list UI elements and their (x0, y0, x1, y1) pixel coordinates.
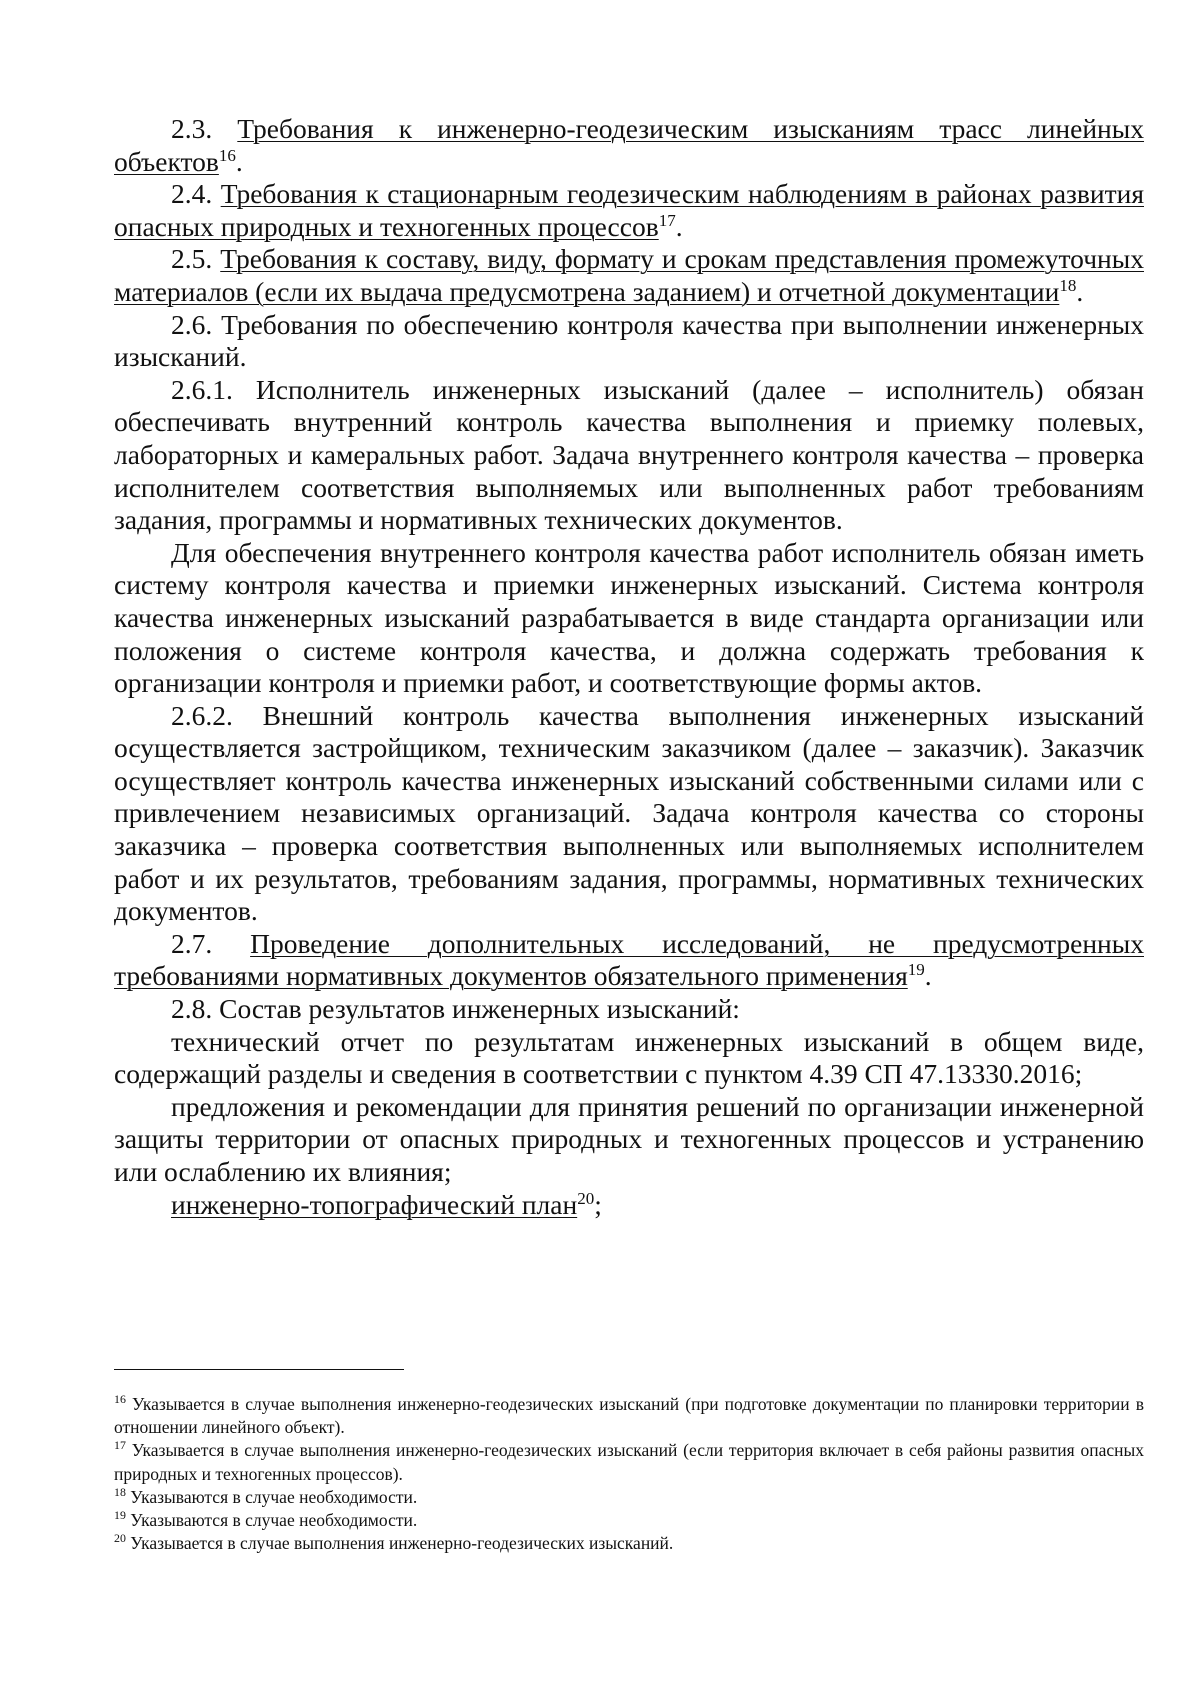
footnote-text: Указывается в случае выполнения инженерно-геодезических изысканий (при подготовке документации по планировки территории в отношении линейного объект). (114, 1394, 1145, 1438)
footnote-16 (114, 1393, 1144, 1439)
footnote-mark: 17 (114, 1438, 126, 1453)
footnote-text: Указывается в случае выполнения инженерно-геодезических изысканий (если территория включает в себя районы развития опасных природных и техногенных процессов). (114, 1440, 1144, 1484)
footnote-ref[interactable]: 20 (577, 1188, 595, 1208)
paragraph-number: 2.3. (171, 113, 213, 144)
list-item-proposals (114, 1091, 1144, 1189)
paragraph-2-4 (114, 178, 1144, 243)
footnote-text: Указываются в случае необходимости. (130, 1510, 418, 1531)
footnote-mark: 20 (114, 1531, 126, 1546)
footnote-ref[interactable]: 18 (1059, 275, 1077, 295)
footnote-ref[interactable]: 16 (218, 145, 236, 165)
paragraph-text: Для обеспечения внутреннего контроля качества работ исполнитель обязан иметь систему контроля качества и приемки инженерных изысканий. Система контроля качества инженерных изысканий разрабатывается в виде стандарта организации или положения о системе контроля качества, и должна содержать требования к организации контроля и приемки работ, и соответствующие формы актов. (114, 536, 1144, 699)
footnote-17 (114, 1439, 1144, 1485)
paragraph-2-6-1 (114, 374, 1144, 537)
paragraph-text: Исполнитель инженерных изысканий (далее – исполнитель) обязан обеспечивать внутренний контроль качества выполнения и приемку полевых, лабораторных и камеральных работ. Задача внутреннего контроля качества – проверка исполнителем соответствия выполняемых или выполненных работ требованиям задания, программы и нормативных технических документов. (114, 373, 1145, 536)
footnote-19 (114, 1509, 1144, 1532)
paragraph-text: Состав результатов инженерных изысканий: (219, 993, 740, 1025)
paragraph-text: инженерно-топографический план (171, 1188, 578, 1220)
footnote-mark: 18 (114, 1484, 126, 1499)
footnote-mark: 16 (114, 1392, 126, 1407)
paragraph-text: Требования к составу, виду, формату и срокам представления промежуточных материалов (если их выдача предусмотрена заданием) и отчетной документации (114, 243, 1144, 307)
paragraph-text: Требования к инженерно-геодезическим изысканиям трасс линейных объектов (114, 113, 1145, 177)
paragraph-2-3 (114, 113, 1144, 178)
paragraph-text: предложения и рекомендации для принятия решений по организации инженерной защиты территории от опасных природных и техногенных процессов и устранению или ослаблению их влияния; (114, 1090, 1144, 1187)
paragraph-number: 2.6.2. (171, 699, 233, 731)
paragraph-number: 2.5. (171, 243, 213, 275)
paragraph-tail: . (675, 210, 683, 242)
footnote-20 (114, 1532, 1144, 1555)
footnote-18 (114, 1486, 1144, 1509)
list-item-topographic-plan (114, 1189, 1144, 1222)
paragraph-tail: . (924, 960, 932, 992)
footnote-ref[interactable]: 19 (907, 960, 925, 980)
paragraph-internal-control (114, 537, 1144, 700)
paragraph-2-6-2 (114, 700, 1144, 928)
footnotes (114, 1393, 1144, 1555)
footnote-text: Указывается в случае выполнения инженерно-геодезических изысканий. (130, 1533, 674, 1554)
paragraph-number: 2.8. (171, 993, 213, 1025)
paragraph-2-5 (114, 243, 1144, 308)
paragraph-number: 2.4. (171, 178, 213, 210)
paragraph-text: Требования по обеспечению контроля качества при выполнении инженерных изысканий. (114, 308, 1145, 373)
footnote-text: Указываются в случае необходимости. (130, 1486, 418, 1507)
footnote-mark: 19 (114, 1508, 126, 1523)
paragraph-tail: ; (594, 1188, 602, 1220)
paragraph-number: 2.6.1. (171, 373, 233, 405)
document-body (114, 113, 1144, 1221)
paragraph-tail: . (1076, 275, 1084, 307)
paragraph-text: Внешний контроль качества выполнения инженерных изысканий осуществляется застройщиком, техническим заказчиком (далее – заказчик). Заказчик осуществляет контроль качества инженерных изысканий собственными силами или с привлечением независимых организаций. Задача контроля качества со стороны заказчика – проверка соответствия выполненных или выполняемых исполнителем работ и их результатов, требованиям задания, программы, нормативных технических документов. (114, 699, 1144, 927)
paragraph-number: 2.7. (171, 927, 213, 959)
paragraph-text: Требования к стационарным геодезическим наблюдениям в районах развития опасных природных и техногенных процессов (114, 178, 1144, 242)
paragraph-number: 2.6. (171, 308, 213, 340)
list-item-technical-report (114, 1026, 1144, 1091)
paragraph-text: Проведение дополнительных исследований, не предусмотренных требованиями нормативных документов обязательного применения (114, 927, 1144, 992)
paragraph-2-7 (114, 928, 1144, 993)
paragraph-tail: . (235, 145, 243, 177)
footnote-ref[interactable]: 17 (658, 210, 676, 230)
paragraph-text: технический отчет по результатам инженерных изысканий в общем виде, содержащий разделы и сведения в соответствии с пунктом 4.39 СП 47.13330.2016; (114, 1025, 1144, 1090)
footnote-separator (114, 1369, 404, 1370)
paragraph-2-8 (114, 993, 1144, 1026)
paragraph-2-6 (114, 309, 1144, 374)
